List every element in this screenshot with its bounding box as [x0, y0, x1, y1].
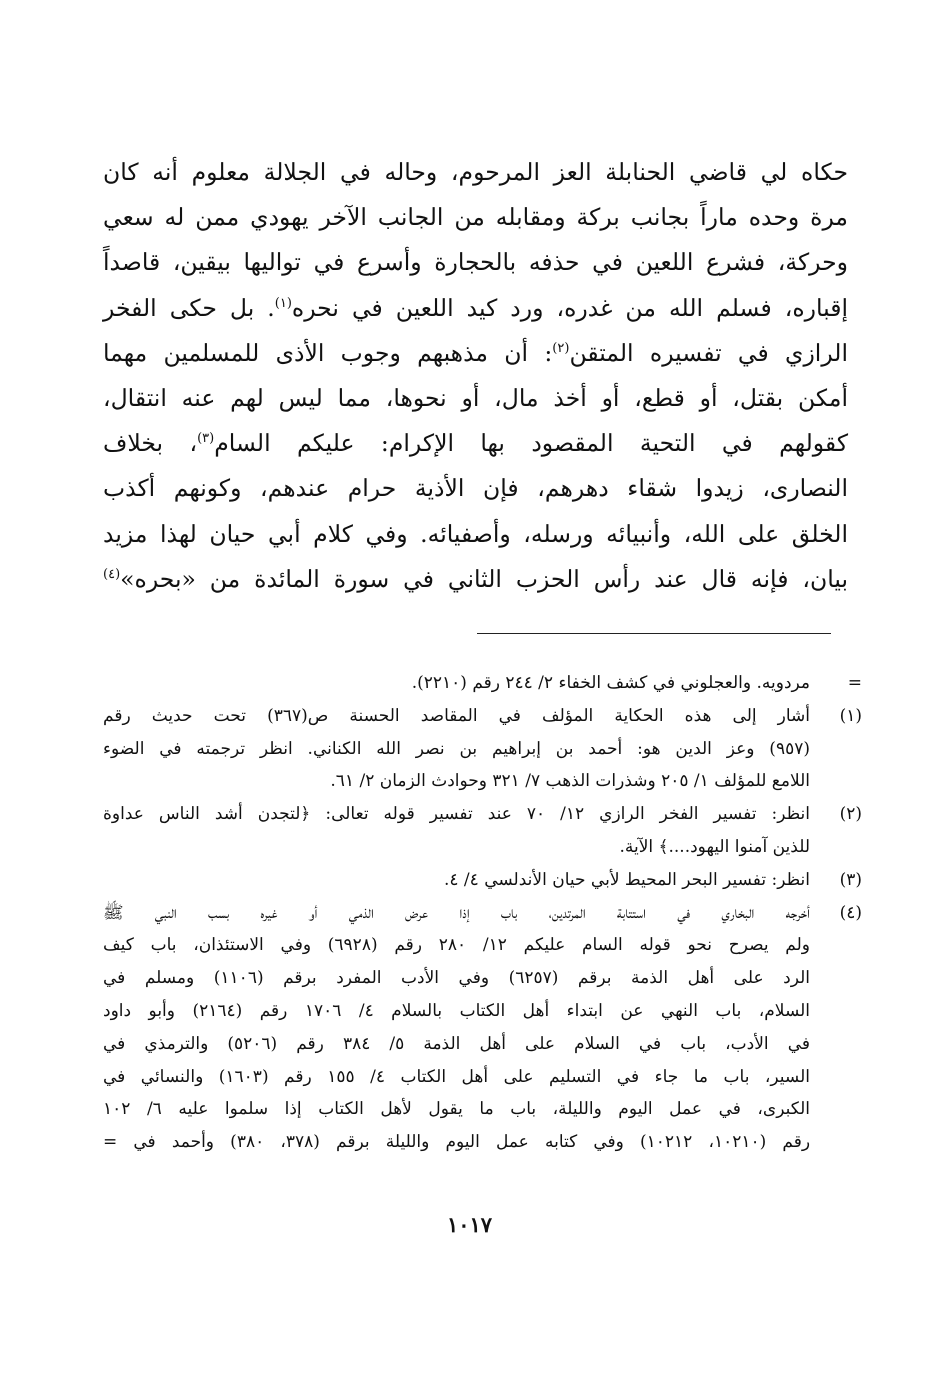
footnotes: [103, 667, 862, 1159]
main-text-line: النصارى، زيدوا شقاء دهرهم، فإن الأذية حرام عندهم، وكونهم أكذب: [103, 474, 848, 503]
footnote-ref-2: (٢): [552, 340, 570, 356]
footnote-2: [103, 798, 862, 864]
footnote-number: =: [847, 673, 862, 693]
main-text-line: كقولهم في التحية المقصود بها الإكرام: عليكم السام$^{(٣)}$، بخلاف: [103, 429, 849, 458]
page-number: ١٠١٧: [446, 1212, 493, 1237]
main-text-line: الرازي في تفسيره المتقن$^{(٢)}$: أن مذهبهم وجوب الأذى للمسلمين مهما: [103, 338, 848, 367]
main-text-line: حكاه لي قاضي الحنابلة العز المرحوم، وحاله في الجلالة معلوم أنه كان: [103, 158, 848, 186]
footnote-3: [103, 864, 862, 897]
footnote-line: السير، باب ما جاء في التسليم على أهل الكتاب ٤/ ١٥٥ رقم (١٦٠٣) والنسائي في: [103, 1066, 810, 1087]
footnote-line: انظر: تفسير الفخر الرازي ١٢/ ٧٠ عند تفسير قوله تعالى: ﴿لتجدن أشد الناس عداوة: [103, 804, 810, 825]
footnote-number: (٤): [839, 902, 862, 923]
footnote-line: مردويه. والعجلوني في كشف الخفاء ٢/ ٢٤٤ رقم (٢٢١٠).: [411, 673, 810, 693]
footnote-separator: [477, 633, 831, 634]
footnote-number: (٢): [839, 804, 862, 825]
main-text-line: وحركة، فشرع اللعين في حذفه بالحجارة وأسرع في تواليها بيقين، قاصداً: [103, 248, 848, 277]
footnote-ref-3: (٣): [197, 431, 215, 447]
footnote-line: انظر: تفسير البحر المحيط لأبي حيان الأندلسي ٤/ ٤.: [443, 869, 810, 890]
footnote-continuation: [103, 667, 862, 700]
footnote-4: [103, 897, 862, 1159]
footnote-line: للذين آمنوا اليهود....﴾ الآية.: [619, 836, 810, 857]
footnote-line: السلام، باب النهي عن ابتداء أهل الكتاب بالسلام ٤/ ١٧٠٦ رقم (٢١٦٤) وأبو داود: [103, 1000, 811, 1021]
main-text-line: مرة وحده ماراً بجانب بركة ومقابله من الجانب الآخر يهودي ممن له سعي: [103, 203, 848, 232]
footnote-line: اللامع للمؤلف ١/ ٢٠٥ وشذرات الذهب ٧/ ٣٢١ وحوادث الزمان ٢/ ٦١.: [330, 771, 810, 792]
main-text-line: بيان، فإنه قال عند رأس الحزب الثاني في سورة المائدة من «بحره»$^{(٤)}$: [103, 564, 848, 593]
main-text: [103, 150, 848, 602]
footnote-line: (٩٥٧) وعز الدين هو: أحمد بن إبراهيم بن نصر الله الكناني. انظر ترجمته في الضوء: [103, 738, 810, 759]
footnote-line: أخرجه البخاري في استتابة المرتدين، باب إذا عرض الذمي أو غيره بسب النبي ﷺ: [103, 902, 810, 923]
footnote-number: (١): [839, 705, 862, 726]
footnote-ref-4: (٤): [103, 566, 121, 582]
footnote-line: أشار إلى هذه الحكاية المؤلف في المقاصد الحسنة ص(٣٦٧) تحت حديث رقم: [103, 705, 811, 726]
footnote-number: (٣): [839, 869, 862, 890]
footnote-line: في الأدب، باب في السلام على أهل الذمة ٥/ ٣٨٤ رقم (٥٢٠٦) والترمذي في: [103, 1033, 810, 1054]
footnote-line: ولم يصرح نحو قوله السام عليكم ١٢/ ٢٨٠ رقم (٦٩٢٨) وفي الاستئذان، باب كيف: [103, 935, 811, 956]
main-text-line: إقباره، فسلم الله من غدره، ورد كيد اللعين في نحره$^{(١)}$. بل حكى الفخر: [103, 293, 848, 322]
footnote-1: [103, 700, 862, 798]
footnote-ref-1: (١): [274, 295, 292, 311]
footnote-line: رقم (١٠٢١٠، ١٠٢١٢) وفي كتابه عمل اليوم والليلة برقم (٣٧٨، ٣٨٠) وأحمد في =: [103, 1132, 811, 1153]
footnote-line: الرد على أهل الذمة برقم (٦٢٥٧) وفي الأدب المفرد برقم (١١٠٦) ومسلم في: [103, 968, 810, 989]
main-text-line: الخلق على الله، وأنبيائه ورسله، وأصفيائه. وفي كلام أبي حيان لهذا مزيد: [103, 519, 848, 548]
footnote-line: الكبرى، في عمل اليوم والليلة، باب ما يقول لأهل الكتاب إذا سلموا عليه ٦/ ١٠٢: [103, 1099, 810, 1120]
main-text-line: أمكن بقتل، أو قطع، أو أخذ مال، أو نحوها، مما ليس لهم عنه انتقال،: [103, 383, 848, 412]
